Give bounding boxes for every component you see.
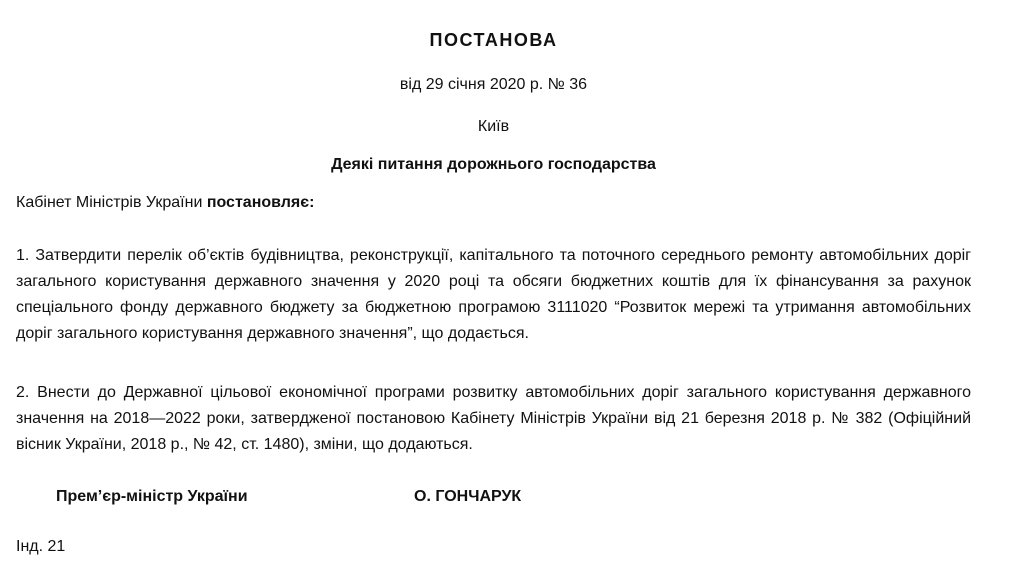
preamble-bold-text: постановляє: <box>206 194 315 211</box>
document-title: ПОСТАНОВА <box>429 30 558 50</box>
document-city: Київ <box>477 118 510 135</box>
paragraph-2: 2. Внести до Державної цільової економічної програми розвитку автомобільних доріг загального користування державного значення на 2018—2022 роки, затвердженої постановою Кабінету Міністрів України від 21 березня 2018 р. № 382 (Офіційний вісник України, 2018 р., № 42, ст. 1480), зміни, що додаються. <box>16 384 971 453</box>
signature-name: О. ГОНЧАРУК <box>414 488 522 505</box>
document-dateline: від 29 січня 2020 р. № 36 <box>399 76 588 93</box>
document-preamble <box>16 194 971 212</box>
document-subject: Деякі питання дорожнього господарства <box>331 156 656 173</box>
preamble-text: Кабінет Міністрів України <box>16 194 207 211</box>
paragraph-1: 1. Затвердити перелік об’єктів будівництва, реконструкції, капітального та поточного середнього ремонту автомобільних доріг загального користування державного значення у 2020 році та обсяги бюджетних коштів для їх фінансування за рахунок спеціального фонду державного бюджету за бюджетною програмою 3111020 “Розвиток мережі та утримання автомобільних доріг загального користування державного значення”, що додається. <box>16 247 971 342</box>
document-index: Інд. 21 <box>16 538 66 555</box>
signature-role: Прем’єр-міністр України <box>56 488 248 505</box>
